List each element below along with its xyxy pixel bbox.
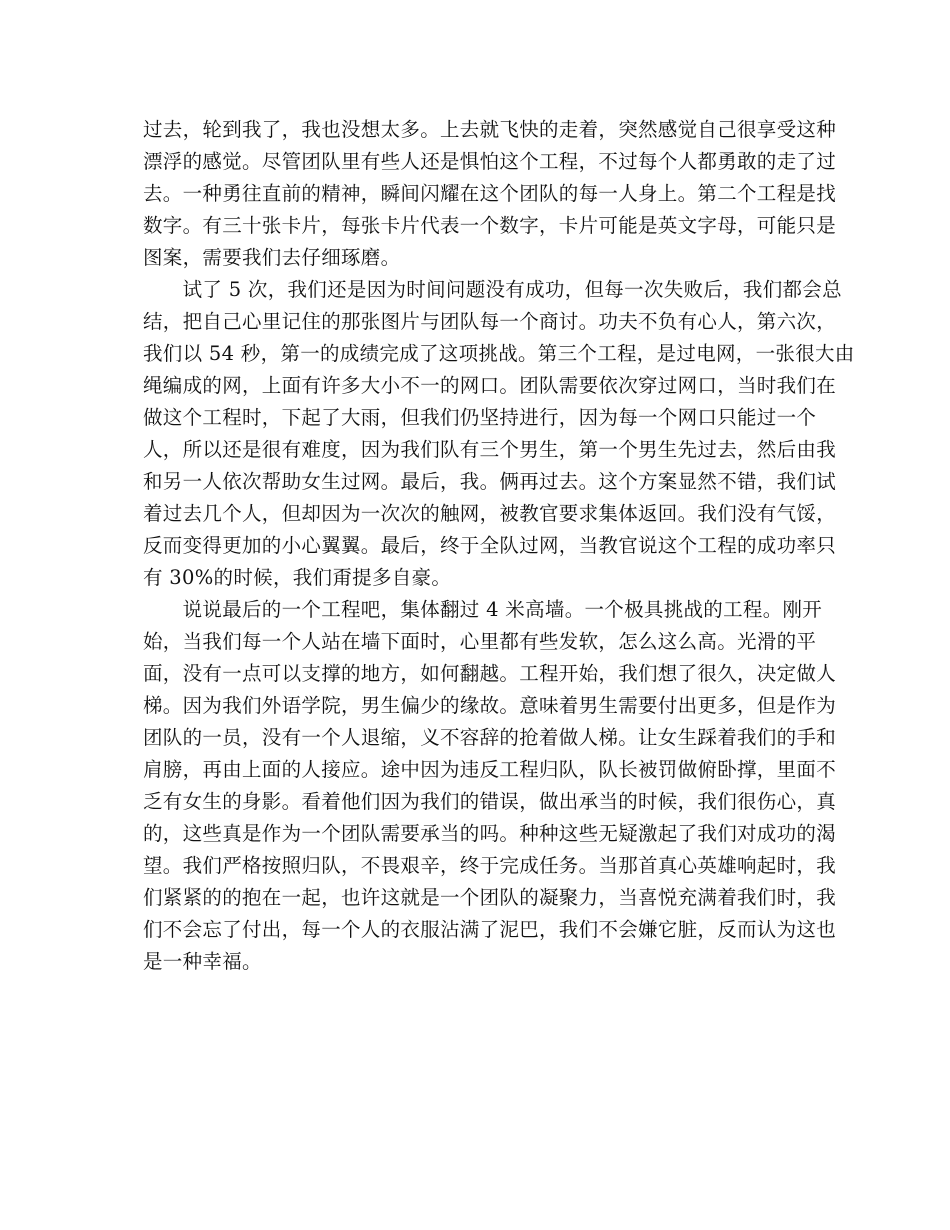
text-line: 乏有女生的身影。看着他们因为我们的错误，做出承当的时候，我们很伤心，真 xyxy=(143,790,837,813)
text-line: 着过去几个人，但却因为一次次的触网，被教官要求集体返回。我们没有气馁， xyxy=(143,502,837,525)
text-line: 梯。因为我们外语学院，男生偏少的缘故。意味着男生需要付出更多，但是作为 xyxy=(143,694,837,717)
text-line: 和另一人依次帮助女生过网。最后，我。俩再过去。这个方案显然不错，我们试 xyxy=(143,470,837,493)
paragraph-3 xyxy=(143,594,837,978)
text-line: 面，没有一点可以支撑的地方，如何翻越。工程开始，我们想了很久，决定做人 xyxy=(143,662,837,685)
text-line: 是一种幸福。 xyxy=(143,950,262,973)
text-line: 图案，需要我们去仔细琢磨。 xyxy=(143,246,401,269)
text-line: 结，把自己心里记住的那张图片与团队每一个商讨。功夫不负有心人，第六次， xyxy=(143,310,837,333)
text-line: 反而变得更加的小心翼翼。最后，终于全队过网，当教官说这个工程的成功率只 xyxy=(143,534,837,557)
text-line: 数字。有三十张卡片，每张卡片代表一个数字，卡片可能是英文字母，可能只是 xyxy=(143,214,837,237)
text-line: 有 30%的时候，我们甭提多自豪。 xyxy=(143,566,452,589)
text-line: 肩膀，再由上面的人接应。途中因为违反工程归队，队长被罚做俯卧撑，里面不 xyxy=(143,758,837,781)
text-line: 去。一种勇往直前的精神，瞬间闪耀在这个团队的每一人身上。第二个工程是找 xyxy=(143,182,837,205)
text-line: 过去，轮到我了，我也没想太多。上去就飞快的走着，突然感觉自己很享受这种 xyxy=(143,118,837,141)
text-line: 们不会忘了付出，每一个人的衣服沾满了泥巴，我们不会嫌它脏，反而认为这也 xyxy=(143,918,837,941)
text-line: 做这个工程时，下起了大雨，但我们仍坚持进行，因为每一个网口只能过一个 xyxy=(143,406,817,429)
paragraph-2 xyxy=(143,274,855,594)
text-line: 们紧紧的的抱在一起，也许这就是一个团队的凝聚力，当喜悦充满着我们时，我 xyxy=(143,886,837,909)
text-line: 望。我们严格按照归队，不畏艰辛，终于完成任务。当那首真心英雄响起时，我 xyxy=(143,854,837,877)
text-line: 漂浮的感觉。尽管团队里有些人还是惧怕这个工程，不过每个人都勇敢的走了过 xyxy=(143,150,837,173)
text-line: 说说最后的一个工程吧，集体翻过 4 米高墙。一个极具挑战的工程。刚开 xyxy=(143,598,823,621)
text-line: 团队的一员，没有一个人退缩，义不容辞的抢着做人梯。让女生踩着我们的手和 xyxy=(143,726,837,749)
text-line: 绳编成的网，上面有许多大小不一的网口。团队需要依次穿过网口，当时我们在 xyxy=(143,374,837,397)
text-line: 的，这些真是作为一个团队需要承当的吗。种种这些无疑激起了我们对成功的渴 xyxy=(143,822,837,845)
document-body xyxy=(143,114,855,978)
text-line: 始，当我们每一个人站在墙下面时，心里都有些发软，怎么这么高。光滑的平 xyxy=(143,630,817,653)
text-line: 试了 5 次，我们还是因为时间问题没有成功，但每一次失败后，我们都会总 xyxy=(143,278,842,301)
text-line: 我们以 54 秒，第一的成绩完成了这项挑战。第三个工程，是过电网，一张很大由 xyxy=(143,342,855,365)
text-line: 人，所以还是很有难度，因为我们队有三个男生，第一个男生先过去，然后由我 xyxy=(143,438,837,461)
paragraph-1 xyxy=(143,114,837,274)
